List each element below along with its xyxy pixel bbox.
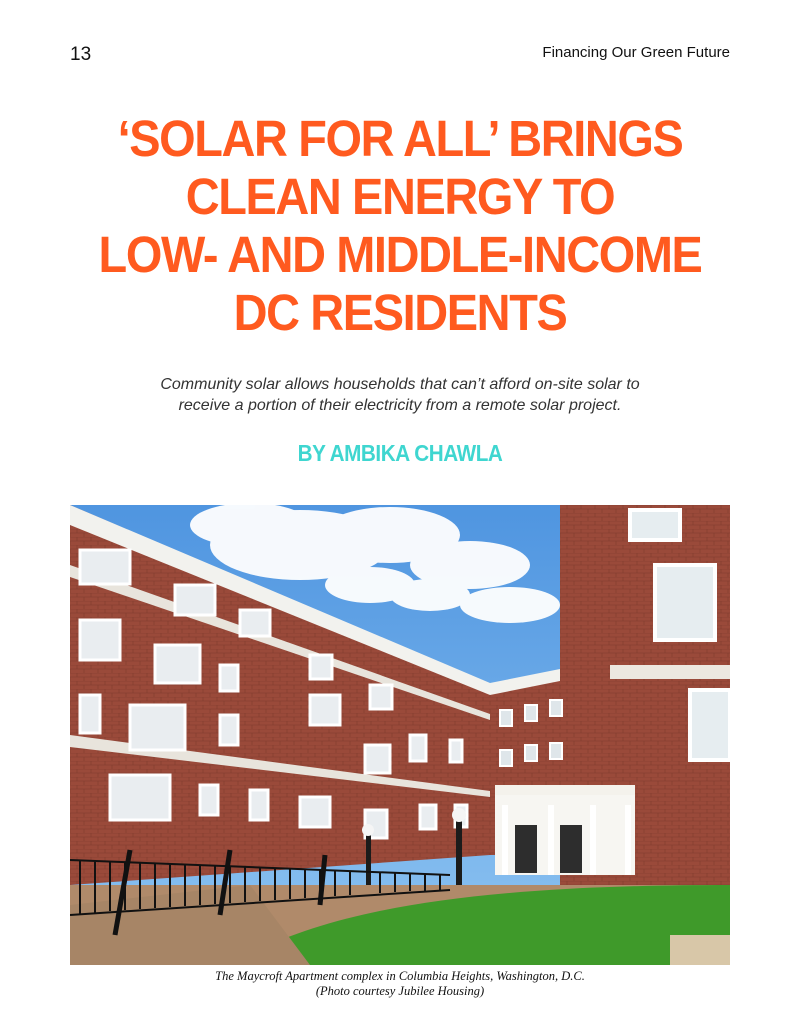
page-number: 13	[70, 44, 92, 65]
headline-line: ‘SOLAR FOR ALL’ BRINGS	[117, 110, 683, 167]
dek-line: receive a portion of their electricity from a remote solar project.	[178, 397, 622, 414]
headline-line: CLEAN ENERGY TO	[185, 168, 615, 225]
portico-balcony	[495, 785, 635, 795]
apartment-complex-photo	[70, 505, 730, 965]
caption-line: The Maycroft Apartment complex in Columbia Heights, Washington, D.C.	[215, 969, 585, 983]
photo-caption	[100, 969, 700, 999]
caption-line: (Photo courtesy Jubilee Housing)	[315, 984, 485, 998]
headline	[69, 110, 731, 342]
headline-line: LOW- AND MIDDLE-INCOME	[98, 226, 702, 283]
headline-line: DC RESIDENTS	[233, 284, 567, 341]
byline: BY AMBIKA CHAWLA	[297, 440, 503, 466]
running-head: Financing Our Green Future	[542, 44, 730, 61]
dek	[100, 374, 700, 416]
dek-line: Community solar allows households that can’t afford on-site solar to	[160, 376, 640, 393]
